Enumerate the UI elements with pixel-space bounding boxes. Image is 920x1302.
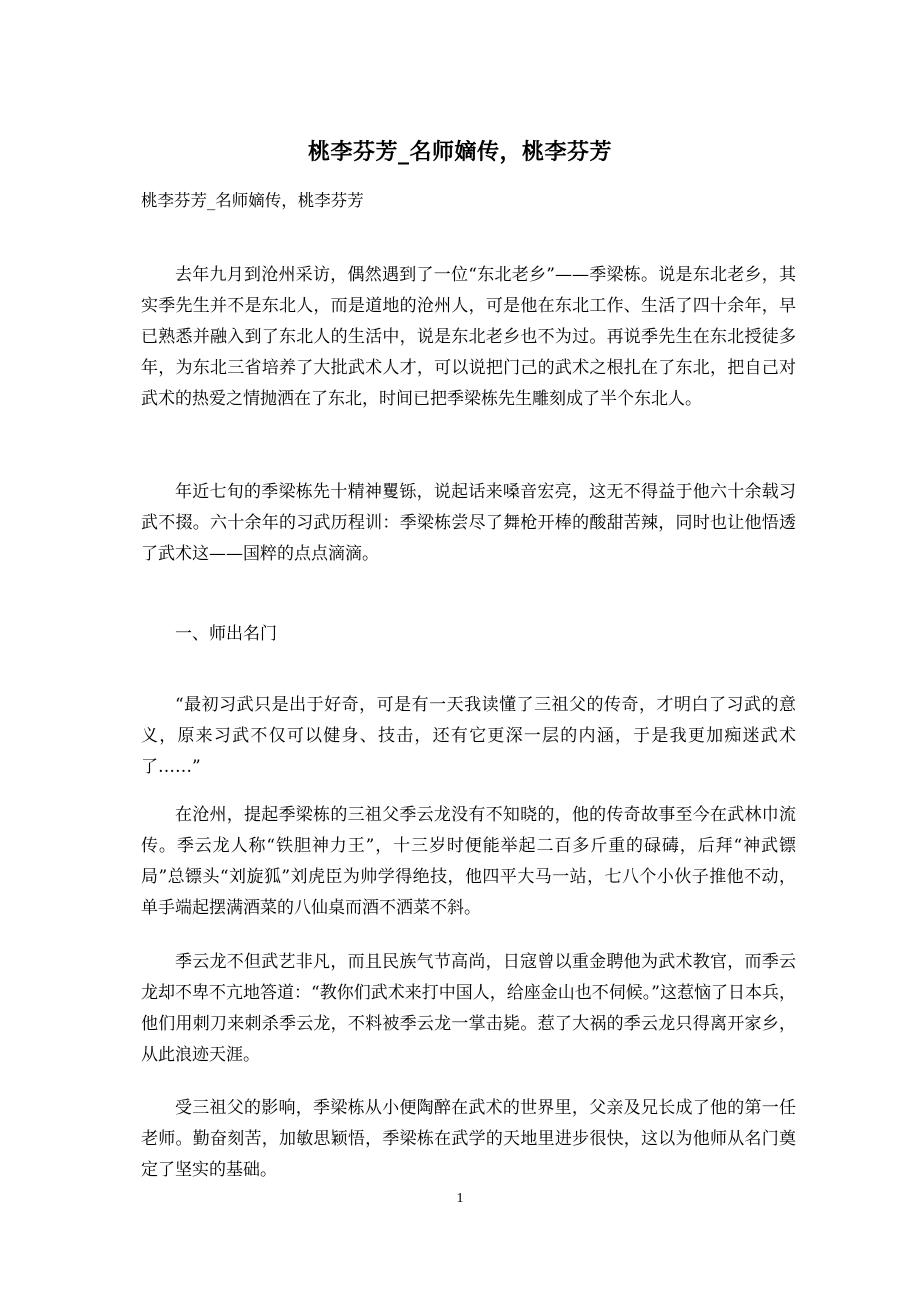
page-number: 1 — [456, 1191, 464, 1206]
paragraph-grandfather: 在沧州，提起季梁栋的三祖父季云龙没有不知晓的，他的传奇故事至今在武林巾流传。季云龙人称“铁胆神力王”，十三岁时便能举起二百多斤重的碌碡，后拜“神武镖局”总镖头“刘旋狐”刘虎臣为帅学得绝技，他四平大马一站，七八个小伙子推他不动，单手端起摆满酒菜的八仙桌而酒不洒菜不斜。 — [141, 805, 796, 918]
paragraph-age: 年近七旬的季梁栋先十精神矍铄，说起话来嗓音宏亮，这无不得益于他六十余载习武不掇。六十余年的习武历程训：季梁栋尝尽了舞枪开棒的酸甜苦辣，同时也让他悟透了武术这——国粹的点点滴滴。 — [141, 482, 796, 564]
paragraph-influence: 受三祖父的影响，季梁栋从小便陶醉在武术的世界里，父亲及兄长成了他的第一任老师。勤奋刻苦，加敏思颖悟，季梁栋在武学的天地里进步很快，这以为他师从名门奠定了坚实的基础。 — [141, 1098, 796, 1180]
paragraph-integrity: 季云龙不但武艺非凡，而且民族气节高尚，日寇曾以重金聘他为武术教官，而季云龙却不卑不亢地答道：“教你们武术来打中国人，给座金山也不伺候。”这惹恼了日本兵，他们用刺刀来刺杀季云龙，不料被季云龙一掌击毙。惹了大祸的季云龙只得离开家乡，从此浪迹天涯。 — [141, 952, 796, 1065]
paragraph-intro: 去年九月到沧州采访，偶然遇到了一位“东北老乡”——季梁栋。说是东北老乡，其实季先生并不是东北人，而是道地的沧州人，可是他在东北工作、生活了四十余年，早已熟悉并融入到了东北人的生活中，说是东北老乡也不为过。再说季先生在东北授徒多年，为东北三省培养了大批武术人才，可以说把门己的武术之根扎在了东北，把自己对武术的热爱之情抛洒在了东北，时间已把季梁栋先生雕刻成了半个东北人。 — [141, 265, 796, 409]
document-subtitle: 桃李芬芳_名师嫡传，桃李芬芳 — [141, 191, 364, 210]
section-heading: 一、师出名门 — [175, 624, 277, 644]
document-title: 桃李芬芳_名师嫡传，桃李芬芳 — [307, 140, 612, 165]
paragraph-quote: “最初习武只是出于好奇，可是有一天我读懂了三祖父的传奇，才明白了习武的意义，原来习武不仅可以健身、技击，还有它更深一层的内涵，于是我更加痴迷武术了……” — [141, 695, 796, 777]
